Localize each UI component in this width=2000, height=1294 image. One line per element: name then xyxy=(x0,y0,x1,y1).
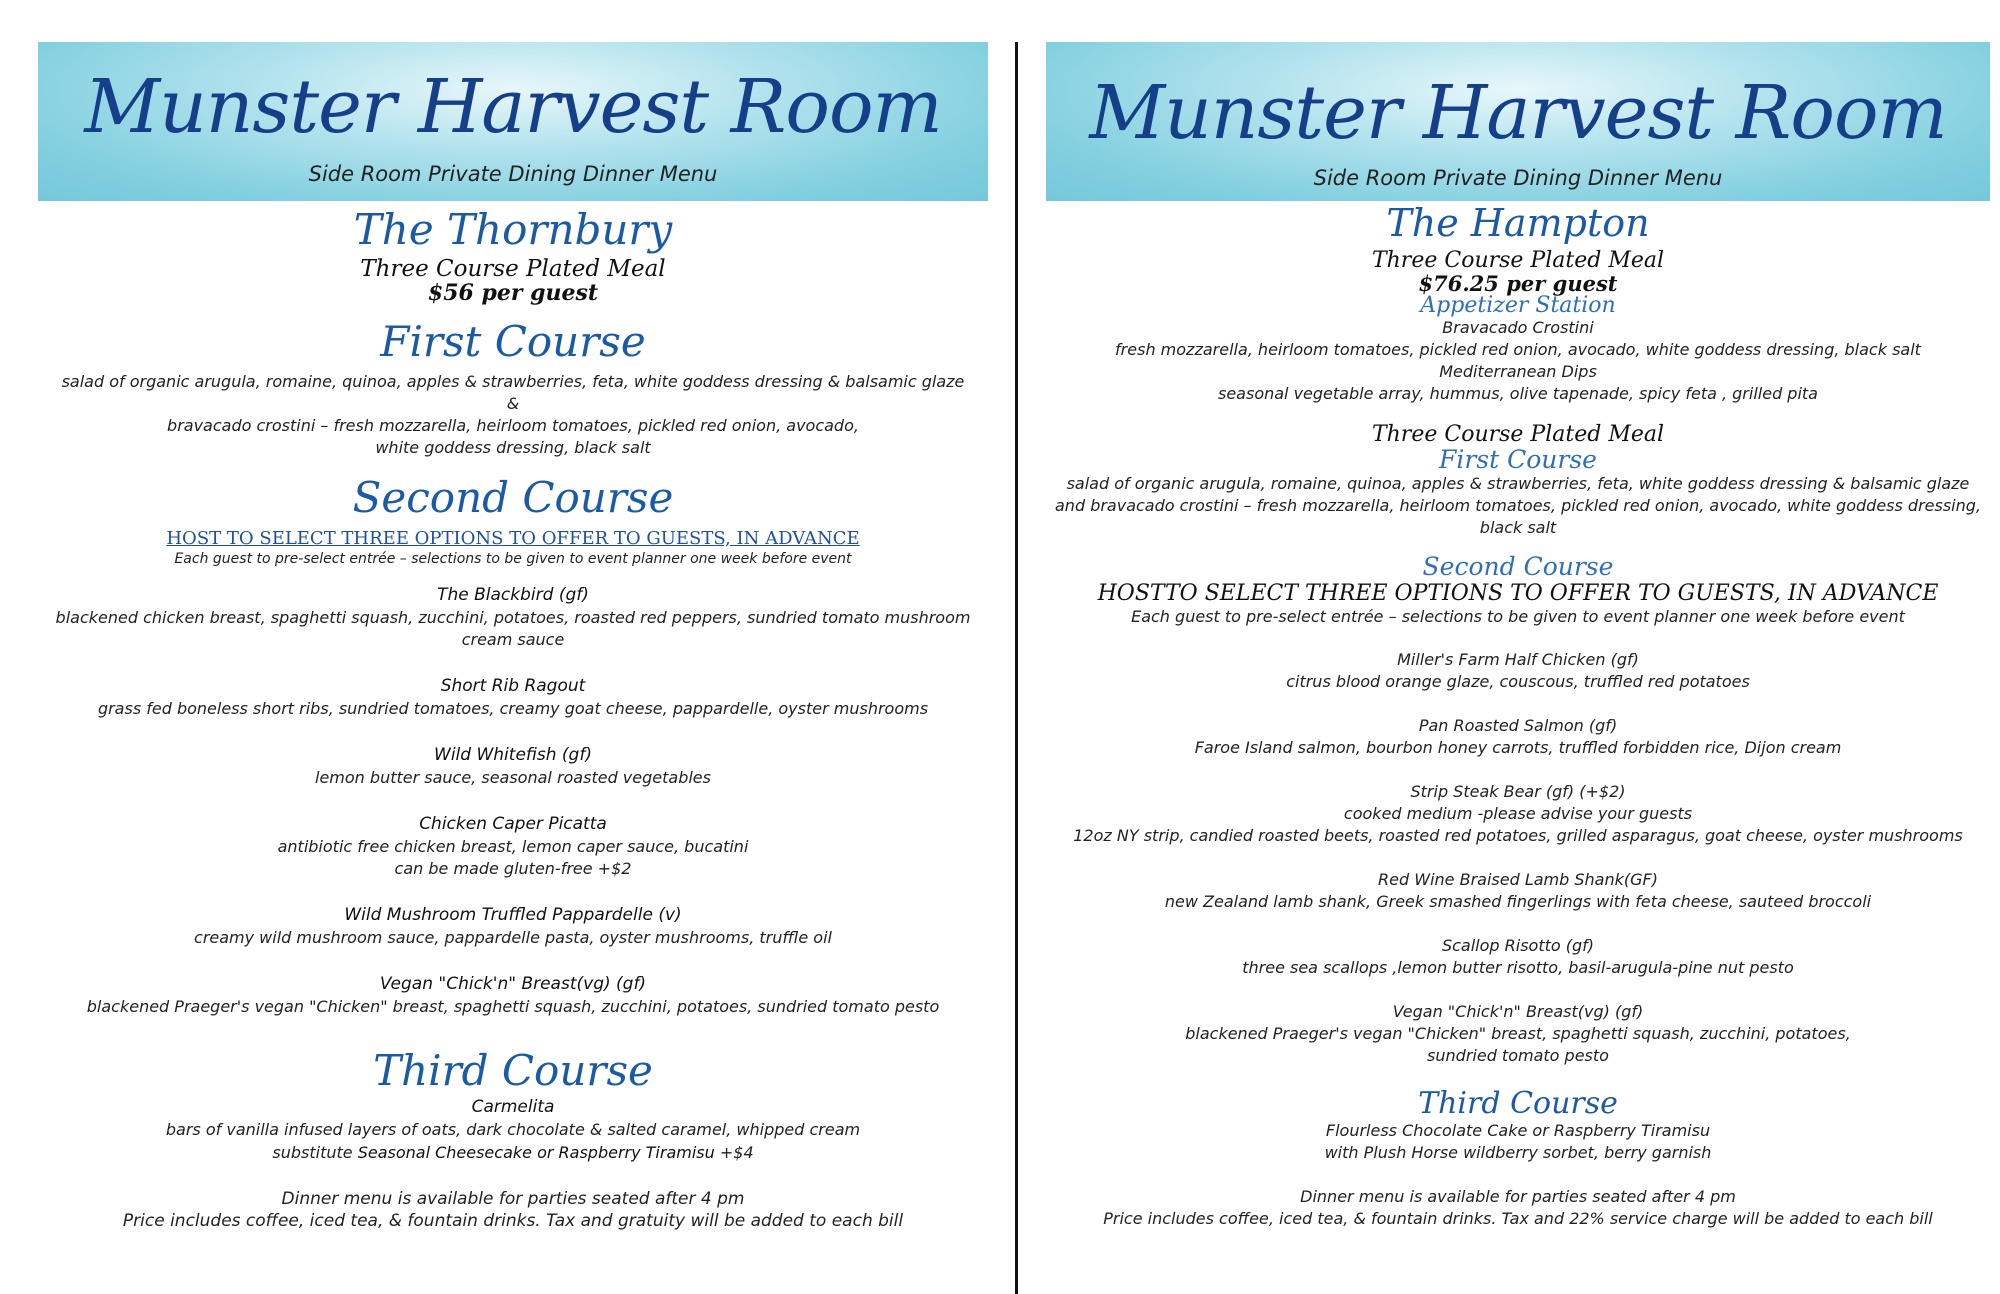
appetizer-line: fresh mozzarella, heirloom tomatoes, pickled red onion, avocado, white goddess dressing, black salt xyxy=(1115,339,1921,359)
header-banner xyxy=(38,42,988,201)
entree-name: Wild Mushroom Truffled Pappardelle (v) xyxy=(344,904,682,925)
entree-item xyxy=(1046,649,1990,693)
first-course-line: bravacado crostini – fresh mozzarella, heirloom tomatoes, pickled red onion, avocado, xyxy=(167,416,859,436)
entree-description: blackened Praeger's vegan "Chicken" breast, spaghetti squash, zucchini, potatoes, sundried tomato pesto xyxy=(86,996,940,1016)
package-name: The Thornbury xyxy=(353,205,673,254)
entree-name: Miller's Farm Half Chicken (gf) xyxy=(1397,649,1639,669)
entree-name: Vegan "Chick'n" Breast(vg) (gf) xyxy=(1392,1001,1644,1021)
third-course-heading: Third Course xyxy=(1418,1085,1618,1121)
appetizer-line: seasonal vegetable array, hummus, olive tapenade, spicy feta , grilled pita xyxy=(1218,383,1818,403)
meal-type: Three Course Plated Meal xyxy=(360,256,666,283)
entree-name: Pan Roasted Salmon (gf) xyxy=(1418,715,1618,735)
entree-item xyxy=(38,904,988,949)
appetizer-heading: Appetizer Station xyxy=(1420,292,1616,318)
host-select-note: HOST TO SELECT THREE OPTIONS TO OFFER TO GUESTS, IN ADVANCE xyxy=(166,527,860,549)
second-course-heading: Second Course xyxy=(1422,551,1614,581)
meal-type-2: Three Course Plated Meal xyxy=(1371,421,1665,447)
entree-description: blackened chicken breast, spaghetti squash, zucchini, potatoes, roasted red peppers, sundried tomato mushroom cream sauce xyxy=(55,607,971,649)
first-course-line: salad of organic arugula, romaine, quinoa, apples & strawberries, feta, white goddess dressing & balsamic glaze xyxy=(1066,473,1970,493)
menu-page-thornbury xyxy=(38,0,988,1294)
footer-line: Dinner menu is available for parties seated after 4 pm xyxy=(281,1188,745,1209)
entree-description: antibiotic free chicken breast, lemon caper sauce, bucatini xyxy=(277,836,749,856)
entree-description: 12oz NY strip, candied roasted beets, roasted red potatoes, grilled asparagus, goat cheese, oyster mushrooms xyxy=(1073,825,1963,845)
entree-item xyxy=(1046,935,1990,979)
first-course-line: white goddess dressing, black salt xyxy=(375,438,651,458)
entree-description: three sea scallops ,lemon butter risotto, basil-arugula-pine nut pesto xyxy=(1242,957,1794,977)
header-banner xyxy=(1046,42,1990,201)
appetizer-line: Mediterranean Dips xyxy=(1439,361,1597,381)
dessert-line: Flourless Chocolate Cake or Raspberry Tiramisu xyxy=(1325,1120,1711,1140)
entree-description: grass fed boneless short ribs, sundried tomatoes, creamy goat cheese, pappardelle, oyster mushrooms xyxy=(97,698,929,718)
entree-item xyxy=(38,973,988,1018)
footer-notes xyxy=(1046,1186,1990,1230)
entree-item xyxy=(38,813,988,880)
entree-name: Strip Steak Bear (gf) (+$2) xyxy=(1410,781,1626,801)
entree-item xyxy=(1046,869,1990,913)
entree-item xyxy=(38,675,988,720)
entree-description: blackened Praeger's vegan "Chicken" breast, spaghetti squash, zucchini, potatoes, xyxy=(1185,1023,1851,1043)
price: $56 per guest xyxy=(427,280,599,307)
first-course-description xyxy=(1046,473,1990,539)
entree-item xyxy=(1046,715,1990,759)
page-divider xyxy=(1015,42,1018,1294)
host-select-note: HOSTTO SELECT THREE OPTIONS TO OFFER TO GUESTS, IN ADVANCE xyxy=(1097,580,1939,606)
guest-preselect-note: Each guest to pre-select entrée – selections to be given to event planner one week before event xyxy=(1131,606,1905,626)
entree-description: sundried tomato pesto xyxy=(1427,1045,1609,1065)
dessert-substitute xyxy=(38,1141,988,1164)
menu-subtitle: Side Room Private Dining Dinner Menu xyxy=(308,162,718,186)
substitute-price: +$4 xyxy=(714,1142,754,1162)
entree-item xyxy=(1046,1001,1990,1067)
menu-subtitle: Side Room Private Dining Dinner Menu xyxy=(1313,166,1723,190)
footer-line: Price includes coffee, iced tea, & fountain drinks. Tax and gratuity will be added to each bill xyxy=(122,1210,904,1231)
entree-description: lemon butter sauce, seasonal roasted vegetables xyxy=(315,767,711,787)
package-name: The Hampton xyxy=(1386,201,1650,245)
third-course-heading: Third Course xyxy=(373,1045,653,1095)
menu-page-hampton xyxy=(1046,0,1990,1294)
venue-title: Munster Harvest Room xyxy=(84,64,942,150)
meal-type: Three Course Plated Meal xyxy=(1371,247,1665,273)
dessert-name: Carmelita xyxy=(471,1096,555,1117)
first-course-description xyxy=(38,371,988,459)
entree-description: creamy wild mushroom sauce, pappardelle pasta, oyster mushrooms, truffle oil xyxy=(194,927,832,947)
first-course-line: and bravacado crostini – fresh mozzarella, heirloom tomatoes, pickled red onion, avocado, white goddess dressing, black salt xyxy=(1055,495,1981,537)
footer-notes xyxy=(38,1188,988,1232)
entree-note: can be made gluten-free +$2 xyxy=(394,858,632,878)
first-course-line: salad of organic arugula, romaine, quinoa, apples & strawberries, feta, white goddess dressing & balsamic glaze xyxy=(61,372,965,392)
entree-name: The Blackbird (gf) xyxy=(437,584,589,605)
dessert-description xyxy=(1046,1120,1990,1164)
appetizer-line: Bravacado Crostini xyxy=(1442,317,1594,337)
guest-preselect-note: Each guest to pre-select entrée – selections to be given to event planner one week before event xyxy=(174,550,852,567)
entree-note: cooked medium -please advise your guests xyxy=(1343,803,1693,823)
entree-name: Wild Whitefish (gf) xyxy=(434,744,592,765)
price: $76.25 per guest xyxy=(1418,270,1618,296)
first-course-heading: First Course xyxy=(1439,444,1597,474)
entree-description: Faroe Island salmon, bourbon honey carrots, truffled forbidden rice, Dijon cream xyxy=(1194,737,1842,757)
entree-description: citrus blood orange glaze, couscous, truffled red potatoes xyxy=(1286,671,1750,691)
entree-item xyxy=(1046,781,1990,847)
entree-name: Red Wine Braised Lamb Shank(GF) xyxy=(1378,869,1658,889)
footer-line: Price includes coffee, iced tea, & fountain drinks. Tax and 22% service charge will be added to each bill xyxy=(1103,1208,1933,1228)
entree-name: Short Rib Ragout xyxy=(440,675,586,696)
appetizer-description xyxy=(1046,317,1990,405)
dessert-description: bars of vanilla infused layers of oats, dark chocolate & salted caramel, whipped cream xyxy=(165,1119,861,1139)
substitute-options: Seasonal Cheesecake or Raspberry Tiramisu xyxy=(357,1142,715,1162)
entree-name: Vegan "Chick'n" Breast(vg) (gf) xyxy=(379,973,647,994)
entree-description: new Zealand lamb shank, Greek smashed fingerlings with feta cheese, sauteed broccoli xyxy=(1164,891,1872,911)
substitute-prefix: substitute xyxy=(272,1142,358,1162)
first-course-line: & xyxy=(506,394,520,414)
entree-item xyxy=(38,744,988,789)
entree-name: Chicken Caper Picatta xyxy=(419,813,607,834)
dessert-line: with Plush Horse wildberry sorbet, berry garnish xyxy=(1324,1142,1712,1162)
footer-line: Dinner menu is available for parties seated after 4 pm xyxy=(1300,1186,1736,1206)
second-course-heading: Second Course xyxy=(352,473,674,523)
venue-title: Munster Harvest Room xyxy=(1089,70,1947,156)
entree-name: Scallop Risotto (gf) xyxy=(1441,935,1595,955)
entree-item xyxy=(38,584,988,651)
first-course-heading: First Course xyxy=(380,317,646,367)
